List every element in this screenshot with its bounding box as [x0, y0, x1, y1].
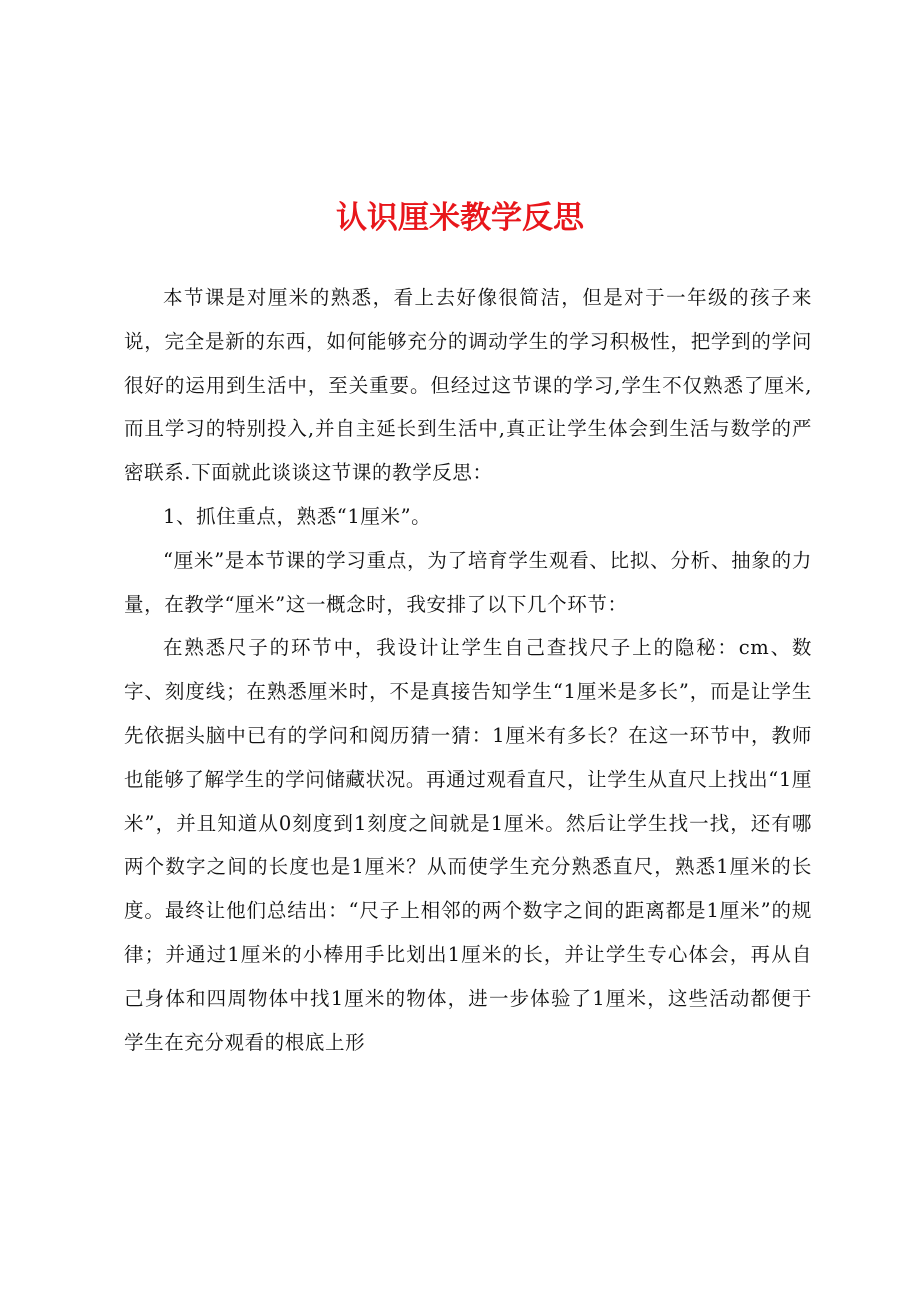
- paragraph-intro: 本节课是对厘米的熟悉，看上去好像很简洁，但是对于一年级的孩子来说，完全是新的东西，如何能够充分的调动学生的学习积极性，把学到的学问很好的运用到生活中，至关重要。但经过这节课的学习,学生不仅熟悉了厘米,而且学习的特别投入,并自主延长到生活中,真正让学生体会到生活与数学的严密联系.下面就此谈谈这节课的教学反思：: [124, 286, 812, 485]
- document-body: [124, 276, 812, 1064]
- document-title: 认识厘米教学反思: [336, 200, 584, 236]
- paragraph-activities: 在熟悉尺子的环节中，我设计让学生自己查找尺子上的隐秘：cm、数字、刻度线；在熟悉厘米时，不是真接告知学生“1厘米是多长”，而是让学生先依据头脑中已有的学问和阅历猜一猜：1厘米有多长？在这一环节中，教师也能够了解学生的学问储藏状况。再通过观看直尺，让学生从直尺上找出“1厘米”，并且知道从0刻度到1刻度之间就是1厘米。然后让学生找一找，还有哪两个数字之间的长度也是1厘米？从而使学生充分熟悉直尺，熟悉1厘米的长度。最终让他们总结出：“尺子上相邻的两个数字之间的距离都是1厘米”的规律；并通过1厘米的小棒用手比划出1厘米的长，并让学生专心体会，再从自己身体和四周物体中找1厘米的物体，进一步体验了1厘米，这些活动都便于学生在充分观看的根底上形: [124, 636, 812, 1054]
- paragraph-heading-1: 1、抓住重点，熟悉“1厘米”。: [163, 504, 432, 528]
- paragraph-focus: “厘米”是本节课的学习重点，为了培育学生观看、比拟、分析、抽象的力量，在教学“厘米”这一概念时，我安排了以下几个环节：: [124, 548, 812, 616]
